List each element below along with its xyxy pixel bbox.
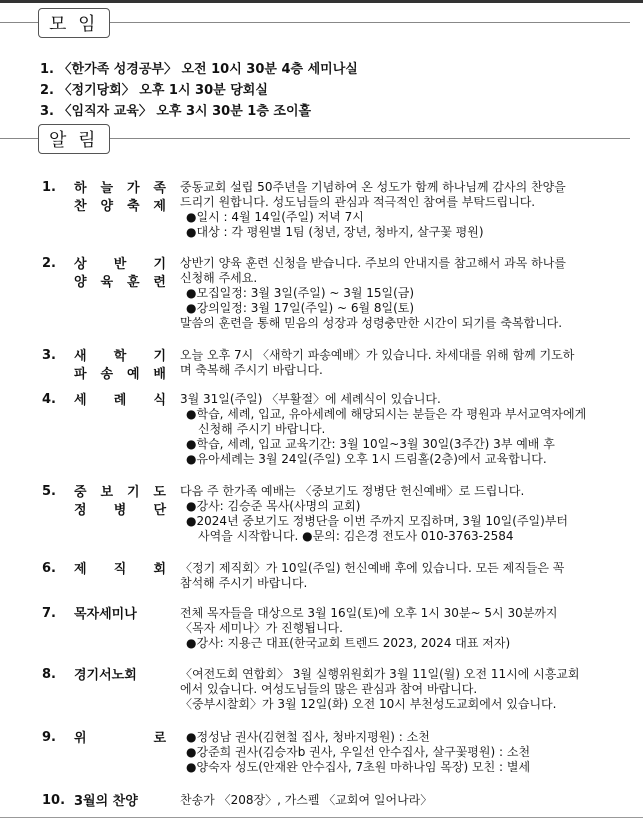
notice-body: 다음 주 한가족 예배는 〈중보기도 정병단 헌신예배〉로 드립니다. ●강사: 김승준 목사(사명의 교회) ●2024년 중보기도 정병단을 이번 주까지 모집하며, 3월 10일(주일)부터 사역을 시작합니다. ●문의: 김은경 전도사 010-3763-2584 (180, 484, 569, 543)
notice-number: 1. (42, 180, 56, 195)
notice-body: 찬송가 〈208장〉, 가스펠 〈교회여 일어나라〉 (180, 793, 433, 807)
notice-title: 목자세미나 (74, 607, 137, 622)
meeting-item: 2. 〈정기당회〉 오후 1시 30분 당회실 (40, 83, 268, 98)
notice-number: 3. (42, 348, 56, 363)
notice-title: 새 학 기 파 송 예 배 (74, 349, 166, 382)
notice-title: 하 늘 가 족 찬 양 축 제 (74, 181, 166, 214)
notices-header-label: 알 림 (38, 124, 110, 154)
meeting-item: 1. 〈한가족 성경공부〉 오전 10시 30분 4층 세미나실 (40, 62, 358, 77)
meetings-section-header (0, 8, 630, 36)
top-rule (0, 0, 643, 3)
notice-body: 3월 31일(주일) 〈부활절〉에 세례식이 있습니다. ●학습, 세례, 입교, 유아세례에 해당되시는 분들은 각 평원과 부서교역자에게 신청해 주시기 바랍니다. ●학습, 세례, 입교 교육기간: 3월 10일~3월 30일(3주간) 3부 예배 후 ●유아세례는 3월 24일(주일) 오후 1시 드림홀(2층)에서 교육합니다. (180, 392, 587, 466)
notice-number: 4. (42, 392, 56, 407)
meeting-item: 3. 〈임직자 교육〉 오후 3시 30분 1층 조이홀 (40, 104, 312, 119)
meetings-header-label: 모 임 (38, 8, 110, 38)
notice-title: 위 로 (74, 731, 166, 746)
notice-body: ●정성남 권사(김현철 집사, 청바지평원) : 소천 ●강준희 권사(김승자b 권사, 우일선 안수집사, 살구꽃평원) : 소천 ●양숙자 성도(안재완 안수집사, 7초원 마하나임 목장) 모친 : 별세 (186, 730, 531, 774)
notice-title: 세 례 식 (74, 393, 166, 408)
notice-number: 7. (42, 606, 56, 621)
notice-number: 6. (42, 561, 56, 576)
notice-body: 〈여전도회 연합회〉 3월 실행위원회가 3월 11일(월) 오전 11시에 시흥교회 에서 있습니다. 여성도님들의 많은 관심과 참여 바랍니다. 〈중부시찰회〉가 3월 12일(화) 오전 10시 부천성도교회에서 있습니다. (180, 667, 580, 711)
notice-title: 중 보 기 도 정 병 단 (74, 485, 166, 518)
bottom-rule (0, 817, 643, 818)
notice-number: 10. (42, 793, 66, 808)
notice-title: 상 반 기 양 육 훈 련 (74, 257, 166, 290)
notice-body: 상반기 양육 훈련 신청을 받습니다. 주보의 안내지를 참고해서 과목 하나를 신청해 주세요. ●모집일정: 3월 3일(주일) ~ 3월 15일(금) ●강의일정: 3월 17일(주일) ~ 6월 8일(토) 말씀의 훈련을 통해 믿음의 성장과 성령충만한 시간이 되기를 축복합니다. (180, 256, 566, 330)
notice-body: 중동교회 설립 50주년을 기념하여 온 성도가 함께 하나님께 감사의 찬양을 드리기 원합니다. 성도님들의 관심과 적극적인 참여를 부탁드립니다. ●일시 : 4월 14일(주일) 저녁 7시 ●대상 : 각 평원별 1팀 (청년, 장년, 청바지, 살구꽃 평원) (180, 180, 566, 239)
notice-body: 〈정기 제직회〉가 10일(주일) 헌신예배 후에 있습니다. 모든 제직들은 꼭 참석해 주시기 바랍니다. (180, 561, 565, 590)
notice-title: 3월의 찬양 (74, 794, 138, 809)
notice-title: 경기서노회 (74, 668, 137, 683)
notice-body: 전체 목자들을 대상으로 3월 16일(토)에 오후 1시 30분~ 5시 30분까지 〈목자 세미나〉가 진행됩니다. ●강사: 지용근 대표(한국교회 트렌드 2023, 2024 대표 저자) (180, 606, 558, 650)
notice-number: 9. (42, 730, 56, 745)
notice-number: 2. (42, 256, 56, 271)
notice-number: 5. (42, 484, 56, 499)
notice-number: 8. (42, 667, 56, 682)
notice-title: 제 직 회 (74, 562, 166, 577)
notices-section-header (0, 124, 630, 152)
notice-body: 오늘 오후 7시 〈새학기 파송예배〉가 있습니다. 차세대를 위해 함께 기도하 며 축복해 주시기 바랍니다. (180, 348, 575, 377)
